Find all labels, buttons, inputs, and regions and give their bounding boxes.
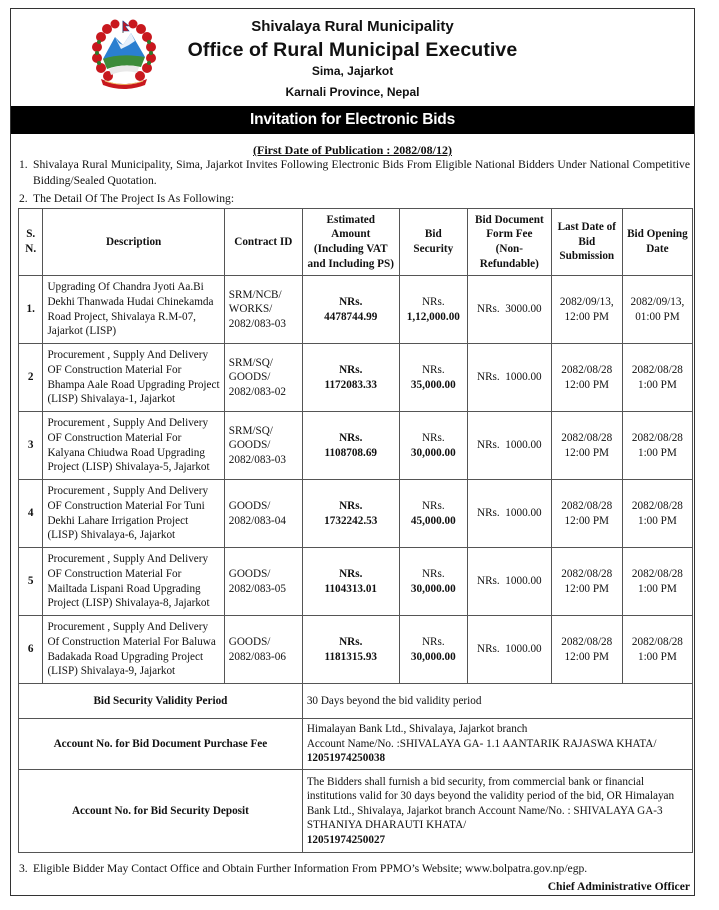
cell-estimated-amount [302, 412, 399, 480]
open-date: 2082/08/28 [631, 635, 683, 648]
municipality-name: Shivalaya Rural Municipality [251, 18, 454, 35]
paragraph-number: 3. [19, 862, 28, 875]
paragraph-1 [19, 157, 690, 189]
header-estimated-amount: Estimated Amount (Including VAT and Including PS) [302, 209, 399, 276]
amount-prefix: NRs. [339, 363, 363, 376]
table-row [19, 276, 693, 344]
open-time: 1:00 PM [637, 650, 677, 663]
cell-sn: 3 [19, 412, 43, 480]
cell-estimated-amount [302, 480, 399, 548]
validity-value: 30 Days beyond the bid validity period [302, 684, 692, 719]
table-row [19, 548, 693, 616]
deposit-row [19, 770, 693, 853]
table-header-row [19, 209, 693, 276]
last-date: 2082/08/28 [561, 431, 613, 444]
cell-bid-security [399, 412, 467, 480]
header-last-date: Last Date of Bid Submission [551, 209, 622, 276]
cell-sn: 1. [19, 276, 43, 344]
open-time: 01:00 PM [635, 310, 680, 323]
amount-value: 1732242.53 [324, 514, 378, 527]
bids-table [18, 208, 693, 853]
cell-opening-date [622, 480, 692, 548]
security-prefix: NRs. [421, 567, 445, 580]
cell-sn: 4 [19, 480, 43, 548]
paragraph-text [33, 861, 690, 877]
purchase-fee-account-number: 12051974250038 [306, 752, 386, 765]
security-value: 30,000.00 [410, 446, 456, 459]
cell-form-fee: NRs. 3000.00 [467, 276, 551, 344]
cell-last-date [551, 344, 622, 412]
cell-contract-id: SRM/NCB/ WORKS/ 2082/083-03 [224, 276, 302, 344]
office-location: Sima, Jajarkot [311, 64, 394, 78]
header-form-fee: Bid Document Form Fee (Non-Refundable) [467, 209, 551, 276]
amount-value: 4478744.99 [324, 310, 378, 323]
open-time: 1:00 PM [637, 582, 677, 595]
header-bid-security: Bid Security [399, 209, 467, 276]
paragraph-3 [19, 861, 690, 877]
cell-estimated-amount [302, 548, 399, 616]
paragraph-text: Shivalaya Rural Municipality, Sima, Jajarkot Invites Following Electronic Bids From Eligible National Bidders Under National Competitive Bidding/Sealed Quotation. [33, 158, 690, 187]
last-time: 12:00 PM [564, 446, 609, 459]
cell-bid-security [399, 616, 467, 684]
table-row [19, 412, 693, 480]
cell-sn: 2 [19, 344, 43, 412]
cell-estimated-amount [302, 616, 399, 684]
amount-prefix: NRs. [339, 295, 363, 308]
security-value: 1,12,000.00 [406, 310, 460, 323]
cell-contract-id: GOODS/ 2082/083-06 [224, 616, 302, 684]
deposit-label: Account No. for Bid Security Deposit [19, 770, 303, 853]
security-prefix: NRs. [421, 635, 445, 648]
cell-last-date [551, 412, 622, 480]
cell-estimated-amount [302, 344, 399, 412]
cell-last-date [551, 276, 622, 344]
purchase-fee-account-name: Account Name/No. :SHIVALAYA GA- 1.1 AANTARIK RAJASWA KHATA/ [306, 737, 657, 750]
office-name: Office of Rural Municipal Executive [187, 39, 518, 61]
amount-value: 1181315.93 [324, 650, 378, 663]
amount-prefix: NRs. [339, 499, 363, 512]
last-date: 2082/08/28 [561, 635, 613, 648]
cell-bid-security [399, 548, 467, 616]
cell-sn: 6 [19, 616, 43, 684]
cell-contract-id: SRM/SQ/ GOODS/ 2082/083-03 [224, 412, 302, 480]
cell-bid-security [399, 480, 467, 548]
cell-opening-date [622, 344, 692, 412]
publication-date: (First Date of Publication : 2082/08/12) [253, 143, 452, 157]
purchase-fee-row [19, 719, 693, 770]
paragraph-number: 1. [19, 158, 28, 171]
cell-description: Procurement , Supply And Delivery OF Construction Material For Tuni Dekhi Lahare Irrigation Project (LISP) Shivalaya-6, Jajarkot [43, 480, 224, 548]
office-province: Karnali Province, Nepal [285, 85, 420, 99]
deposit-account-number: 12051974250027 [306, 833, 386, 846]
cell-form-fee: NRs. 1000.00 [467, 344, 551, 412]
security-value: 30,000.00 [410, 650, 456, 663]
cell-contract-id: GOODS/ 2082/083-04 [224, 480, 302, 548]
last-date: 2082/08/28 [561, 567, 613, 580]
security-value: 30,000.00 [410, 582, 456, 595]
amount-value: 1172083.33 [324, 378, 378, 391]
cell-sn: 5 [19, 548, 43, 616]
notice-title: Invitation for Electronic Bids [11, 106, 694, 134]
table-row [19, 344, 693, 412]
cell-opening-date [622, 616, 692, 684]
cell-contract-id: GOODS/ 2082/083-05 [224, 548, 302, 616]
cell-form-fee: NRs. 1000.00 [467, 548, 551, 616]
header-sn: S. N. [19, 209, 43, 276]
open-date: 2082/08/28 [631, 499, 683, 512]
paragraph-text-content: Eligible Bidder May Contact Office and Obtain Further Information From PPMO’s Website; www.bolpatra.gov.np/egp. [33, 862, 588, 875]
purchase-fee-label: Account No. for Bid Document Purchase Fee [19, 719, 303, 770]
last-date: 2082/09/13, [559, 295, 614, 308]
signoff-title: Chief Administrative Officer [547, 880, 690, 893]
amount-prefix: NRs. [339, 567, 363, 580]
security-prefix: NRs. [421, 363, 445, 376]
header-description: Description [43, 209, 224, 276]
paragraph-2 [19, 191, 690, 207]
cell-last-date [551, 480, 622, 548]
security-value: 45,000.00 [410, 514, 456, 527]
cell-contract-id: SRM/SQ/ GOODS/ 2082/083-02 [224, 344, 302, 412]
last-time: 12:00 PM [564, 582, 609, 595]
validity-row [19, 684, 693, 719]
cell-last-date [551, 548, 622, 616]
cell-last-date [551, 616, 622, 684]
cell-form-fee: NRs. 1000.00 [467, 412, 551, 480]
open-date: 2082/09/13, [630, 295, 685, 308]
cell-bid-security [399, 276, 467, 344]
cell-bid-security [399, 344, 467, 412]
cell-description: Procurement , Supply And Delivery Of Construction Material For Baluwa Badakada Road Upgrading Project (LISP) Shivalaya-9, Jajarkot [43, 616, 224, 684]
cell-description: Procurement , Supply And Delivery OF Construction Material For Bhampa Aale Road Upgrading Project (LISP) Shivalaya-1, Jajarkot [43, 344, 224, 412]
open-time: 1:00 PM [637, 378, 677, 391]
deposit-text: The Bidders shall furnish a bid security, from commercial bank or financial institutions valid for 30 days beyond the validity period of the bid, OR Himalayan Bank Ltd., Shivalaya, Jajarkot branch Account Name/No. : SHIVALAYA GA-3 STHANIYA DHARAUTI KHATA/ [306, 775, 675, 832]
cell-form-fee: NRs. 1000.00 [467, 480, 551, 548]
security-prefix: NRs. [421, 499, 445, 512]
paragraph-number: 2. [19, 192, 28, 205]
open-date: 2082/08/28 [631, 363, 683, 376]
cell-description: Procurement , Supply And Delivery OF Construction Material For Mailtada Lispani Road Upgrading Project (LISP) Shivalaya-8, Jajarkot [43, 548, 224, 616]
open-date: 2082/08/28 [631, 567, 683, 580]
open-time: 1:00 PM [637, 514, 677, 527]
paragraph-text: The Detail Of The Project Is As Following: [33, 192, 235, 205]
cell-description: Procurement , Supply And Delivery OF Construction Material For Kalyana Chiudwa Road Upgrading Project (LISP) Shivalaya-5, Jajarkot [43, 412, 224, 480]
last-time: 12:00 PM [564, 310, 609, 323]
last-time: 12:00 PM [564, 650, 609, 663]
cell-description: Upgrading Of Chandra Jyoti Aa.Bi Dekhi Thanwada Hudai Chinekamda Road Project, Shivalaya R.M-07, Jajarkot (LISP) [43, 276, 224, 344]
open-date: 2082/08/28 [631, 431, 683, 444]
open-time: 1:00 PM [637, 446, 677, 459]
bid-notice-document [10, 8, 695, 896]
amount-prefix: NRs. [339, 635, 363, 648]
purchase-fee-bank: Himalayan Bank Ltd., Shivalaya, Jajarkot branch [306, 723, 528, 736]
deposit-value [302, 770, 692, 853]
security-prefix: NRs. [421, 431, 445, 444]
last-time: 12:00 PM [564, 378, 609, 391]
cell-opening-date [622, 548, 692, 616]
purchase-fee-value [302, 719, 692, 770]
security-value: 35,000.00 [410, 378, 456, 391]
table-row [19, 616, 693, 684]
amount-value: 1108708.69 [324, 446, 378, 459]
cell-form-fee: NRs. 1000.00 [467, 616, 551, 684]
cell-opening-date [622, 276, 692, 344]
cell-estimated-amount [302, 276, 399, 344]
validity-label: Bid Security Validity Period [19, 684, 303, 719]
amount-prefix: NRs. [339, 431, 363, 444]
cell-opening-date [622, 412, 692, 480]
last-date: 2082/08/28 [561, 499, 613, 512]
security-prefix: NRs. [421, 295, 445, 308]
notice-header [11, 9, 694, 106]
amount-value: 1104313.01 [324, 582, 378, 595]
header-contract-id: Contract ID [224, 209, 302, 276]
header-opening-date: Bid Opening Date [622, 209, 692, 276]
last-date: 2082/08/28 [561, 363, 613, 376]
last-time: 12:00 PM [564, 514, 609, 527]
table-row [19, 480, 693, 548]
